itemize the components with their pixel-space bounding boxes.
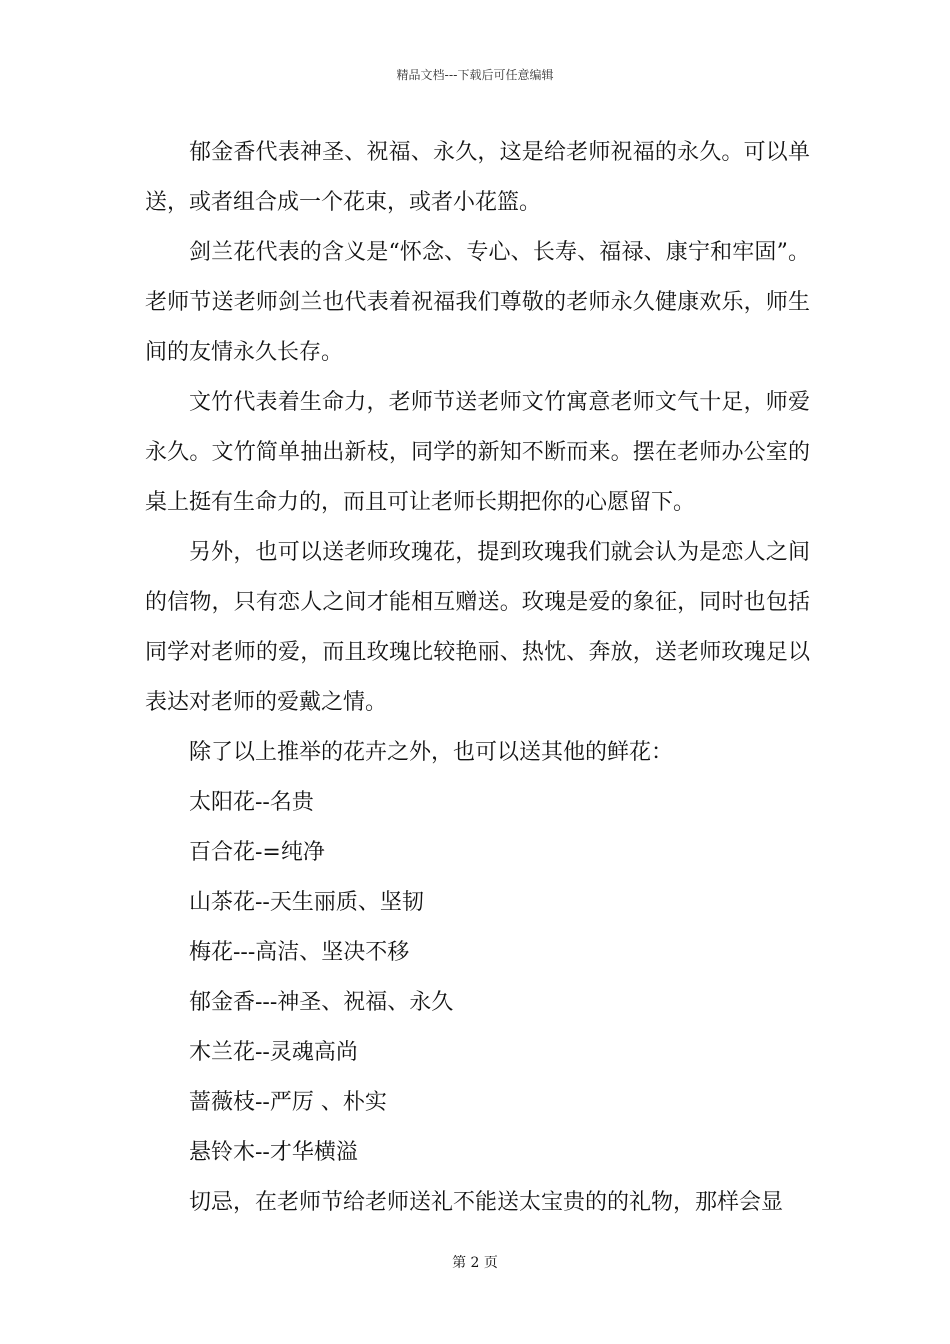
page-header: 精品文档---下载后可任意编辑	[396, 68, 554, 82]
paragraph-gladiolus: 剑兰花代表的含义是“怀念、专心、长寿、福禄、康宁和牢固”。老师节送老师剑兰也代表着祝福我们尊敬的老师永久健康欢乐，师生间的友情永久长存。	[145, 240, 810, 365]
paragraph-rose: 另外，也可以送老师玫瑰花，提到玫瑰我们就会认为是恋人之间的信物，只有恋人之间才能相互赠送。玫瑰是爱的象征，同时也包括同学对老师的爱，而且玫瑰比较艳丽、热忱、奔放，送老师玫瑰足以表达对老师的爱戴之情。	[145, 540, 810, 715]
list-item: 蔷薇枝--严厉 、朴实	[189, 1090, 387, 1115]
paragraph-tulip: 郁金香代表神圣、祝福、永久，这是给老师祝福的永久。可以单送，或者组合成一个花束，或者小花篮。	[145, 140, 810, 215]
paragraph-gift-caution: 切忌，在老师节给老师送礼不能送太宝贵的的礼物，那样会显	[189, 1190, 784, 1215]
list-item: 悬铃木--才华横溢	[189, 1140, 358, 1165]
list-item: 太阳花--名贵	[189, 790, 314, 815]
paragraph-bamboo: 文竹代表着生命力，老师节送老师文竹寓意老师文气十足，师爱永久。文竹简单抽出新枝，同学的新知不断而来。摆在老师办公室的桌上挺有生命力的，而且可让老师长期把你的心愿留下。	[145, 390, 810, 515]
paragraph-other-flowers-intro: 除了以上推举的花卉之外，也可以送其他的鲜花：	[189, 740, 674, 765]
list-item: 山茶花--天生丽质、坚韧	[189, 890, 424, 915]
page-number: 第 2 页	[452, 1255, 498, 1271]
list-item: 梅花---高洁、坚决不移	[189, 940, 410, 965]
list-item: 木兰花--灵魂高尚	[189, 1040, 358, 1065]
document-body	[145, 128, 810, 1228]
list-item: 郁金香---神圣、祝福、永久	[189, 990, 454, 1015]
flower-meaning-list	[145, 778, 810, 1178]
list-item: 百合花-=纯净	[189, 840, 325, 865]
